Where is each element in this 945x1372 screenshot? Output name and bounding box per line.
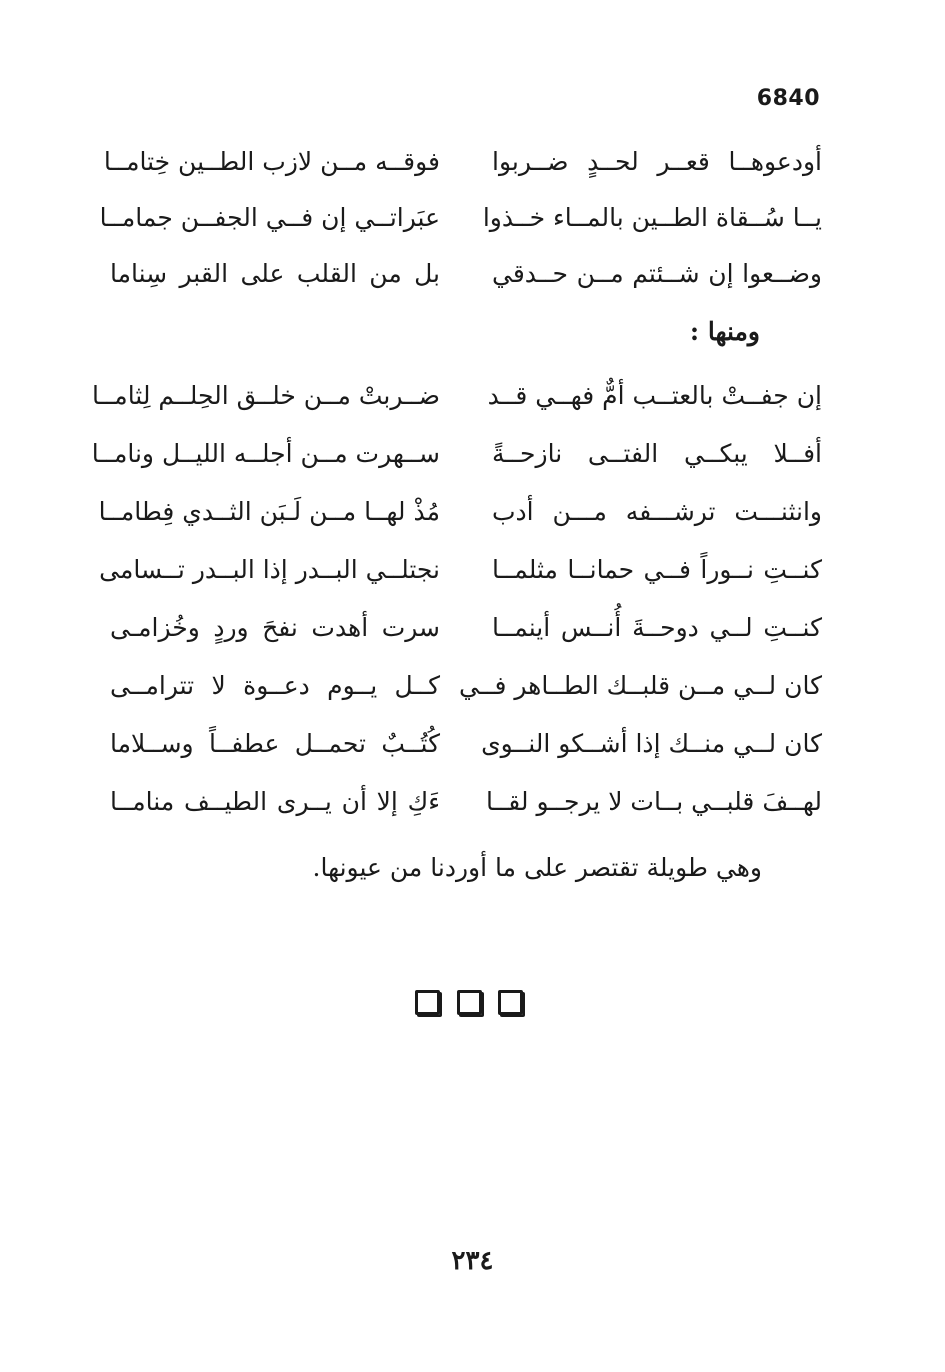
verse-second-hemistich: سرت أهدت نفحَ وردٍ وخُزامـى: [110, 613, 440, 642]
verse-line: [92, 374, 822, 418]
verse-first-hemistich: كنــتِ لــي دوحــةَ أُنــس أينمــا: [492, 613, 822, 642]
page-ref-number: 6840: [756, 86, 820, 111]
verse-second-hemistich: ءَكِ إلا أن يــرى الطيــف منامــا: [110, 787, 440, 816]
square-ornament-icon: [415, 990, 440, 1015]
verse-line: [110, 664, 822, 708]
verse-second-hemistich: فوقــه مــن لازب الطــين خِتامــا: [103, 147, 440, 176]
square-ornament-icon: [498, 990, 523, 1015]
verse-line: [110, 252, 822, 296]
verse-line: [110, 722, 822, 766]
section-divider-ornament: [415, 990, 523, 1016]
verse-first-hemistich: وضــعوا إن شــئتم مــن حــدقي: [492, 259, 822, 288]
verse-second-hemistich: عبَراتــي إن فــي الجفــن جمامــا: [99, 203, 440, 232]
verse-first-hemistich: كان لــي مــن قلبــك الطــاهر فــي: [458, 671, 822, 700]
verse-line: [103, 140, 822, 184]
verse-first-hemistich: أودعوهــا قعــر لحــدٍ ضــربوا: [492, 147, 822, 176]
verse-second-hemistich: كُتُــبٌ تحمــل عطفــاً وســلاما: [110, 729, 440, 758]
verse-second-hemistich: نجتلــي البــدر إذا البــدر تــسامى: [99, 555, 440, 584]
section-subheading: ومنها :: [689, 317, 760, 346]
page-number: ٢٣٤: [451, 1246, 494, 1276]
verse-first-hemistich: لهــفَ قلبــي بــات لا يرجــو لقــا: [486, 787, 822, 816]
verse-line: [99, 548, 822, 592]
verse-line: [98, 490, 822, 534]
verse-second-hemistich: ســهرت مــن أجلــه الليــل ونامــا: [91, 439, 440, 468]
verse-line: [91, 432, 822, 476]
verse-line: [110, 780, 822, 824]
verse-line: [99, 196, 822, 240]
verse-first-hemistich: وانثنـــت ترشـــفه مـــن أدب: [492, 497, 822, 526]
verse-first-hemistich: إن جفــتْ بالعتــب أمٌّ فهــي قــد: [487, 381, 822, 410]
closing-note: وهي طويلة تقتصر على ما أوردنا من عيونها.: [312, 853, 762, 882]
verse-first-hemistich: كنــتِ نــوراً فــي حمانــا مثلمــا: [492, 555, 822, 584]
verse-line: [110, 606, 822, 650]
verse-first-hemistich: كان لــي منــك إذا أشــكو النــوى: [481, 729, 822, 758]
verse-second-hemistich: مُذْ لهــا مــن لَـبَن الثــدي فِطامــا: [98, 497, 440, 526]
verse-first-hemistich: أفــلا يبكــي الفتــى نازحــةً: [492, 439, 822, 468]
verse-first-hemistich: يــا سُــقاة الطــين بالمــاء خــذوا: [482, 203, 822, 232]
verse-second-hemistich: بل من القلب على القبر سِناما: [110, 259, 440, 288]
square-ornament-icon: [457, 990, 482, 1015]
verse-second-hemistich: كــل يــوم دعــوة لا تترامــى: [110, 671, 440, 700]
verse-second-hemistich: ضــربتْ مــن خلــق الحِلــم لِثامــا: [92, 381, 440, 410]
